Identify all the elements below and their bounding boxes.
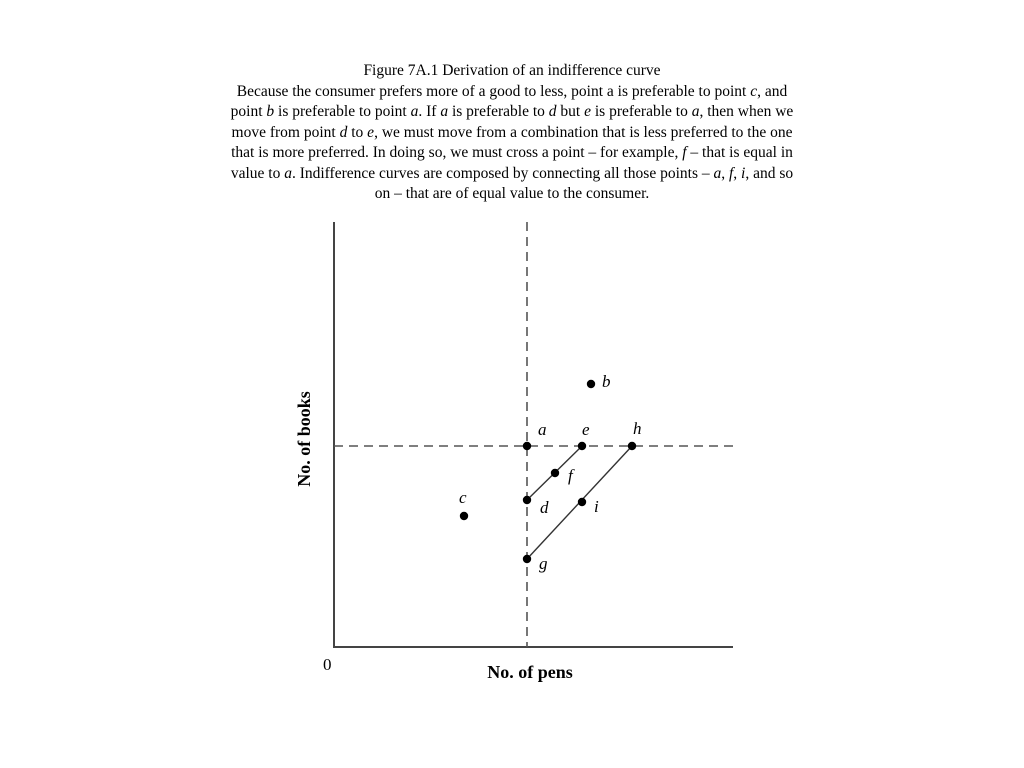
caption-variable: f xyxy=(728,164,734,182)
label-f: f xyxy=(568,466,573,485)
caption-text: , then when we xyxy=(699,103,794,120)
caption-text: value to xyxy=(230,164,285,182)
caption-text: is preferable to point xyxy=(274,103,411,120)
caption-variable: c xyxy=(750,82,758,100)
caption-variable: a xyxy=(713,164,722,182)
caption-text: is preferable to xyxy=(448,103,549,120)
caption-variable: a xyxy=(284,164,292,182)
caption-variable: e xyxy=(584,103,591,120)
point-a xyxy=(523,442,531,450)
point-h xyxy=(628,442,636,450)
caption-text: , xyxy=(721,164,729,182)
caption-text: , and so xyxy=(745,164,794,182)
caption-text: move from point xyxy=(231,123,340,141)
caption-text: . If xyxy=(418,103,441,120)
caption-text: that is more preferred. In doing so, we must cross a point – for example, xyxy=(231,144,683,161)
caption-variable: a xyxy=(410,103,419,120)
caption-title: Figure 7A.1 Derivation of an indifference curve xyxy=(363,62,661,79)
caption-text: , we must move from a combination that is less preferred to the one xyxy=(374,123,793,141)
point-g xyxy=(523,555,531,563)
label-g: g xyxy=(539,554,548,573)
caption-variable: a xyxy=(691,103,700,120)
caption-text: Because the consumer prefers more of a good to less, point a is preferable to point xyxy=(236,82,751,100)
point-c xyxy=(460,512,468,520)
point-i xyxy=(578,498,586,506)
caption-variable: d xyxy=(339,123,348,141)
label-h: h xyxy=(633,419,642,438)
label-a: a xyxy=(538,420,547,439)
caption-variable: a xyxy=(440,103,449,120)
label-b: b xyxy=(602,372,611,391)
caption-text: – that is equal in xyxy=(686,144,793,161)
caption-variable: i xyxy=(741,164,746,182)
label-c: c xyxy=(459,488,467,507)
caption-text: point xyxy=(230,103,267,120)
point-b xyxy=(587,380,595,388)
caption-variable: f xyxy=(682,144,687,161)
caption-text: is preferable to xyxy=(591,103,692,120)
caption-variable: e xyxy=(367,123,375,141)
origin-label: 0 xyxy=(323,655,332,674)
caption-text: on – that are of equal value to the consumer. xyxy=(374,185,650,202)
caption-text: , and xyxy=(757,82,788,100)
point-e xyxy=(578,442,586,450)
x-axis-title: No. of pens xyxy=(487,662,573,682)
label-d: d xyxy=(540,498,549,517)
caption-text: to xyxy=(347,123,368,141)
label-e: e xyxy=(582,420,590,439)
caption-text: , xyxy=(733,164,742,182)
caption-text: . Indifference curves are composed by connecting all those points – xyxy=(291,164,714,182)
point-f xyxy=(551,469,559,477)
caption-text: but xyxy=(556,103,585,120)
label-i: i xyxy=(594,497,599,516)
y-axis-title: No. of books xyxy=(294,391,314,487)
caption-variable: d xyxy=(548,103,557,120)
caption-variable: b xyxy=(266,103,275,120)
point-d xyxy=(523,496,531,504)
